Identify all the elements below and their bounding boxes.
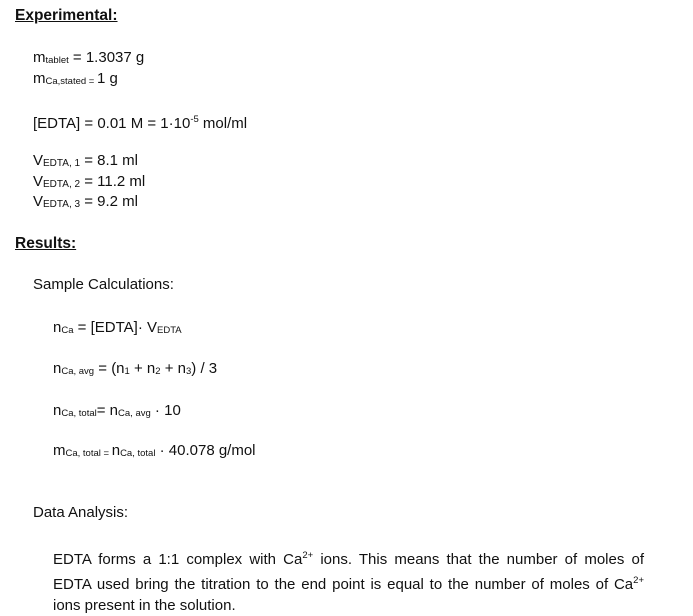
edta-concentration-line — [33, 111, 247, 133]
data-analysis-title: Data Analysis: — [33, 504, 129, 521]
edta-concentration-unit: mol/ml — [198, 115, 248, 132]
v-edta-symbol: V — [33, 173, 44, 190]
m-ca-stated-subscript: Ca,stated = — [45, 76, 97, 87]
v-edta-2-line — [33, 173, 145, 194]
eq1-subscript-edta: EDTA — [157, 325, 182, 336]
v-edta-value: = 8.1 ml — [80, 152, 139, 169]
experimental-heading: Experimental: — [15, 7, 118, 24]
v-edta-1-line — [33, 152, 138, 173]
ca-charge-superscript: 2+ — [633, 575, 644, 586]
m-ca-stated-line — [33, 70, 118, 91]
eq4-body: n — [111, 442, 121, 459]
eq2-sub-1: 1 — [124, 366, 130, 377]
paragraph-line: EDTA forms a 1:1 complex with $Ca^{2+}$ ions. This means that the number of moles of — [53, 550, 644, 568]
eq3-subscript: Ca, total — [61, 408, 97, 419]
eq2-plus-2: + n — [160, 360, 186, 377]
results-heading: Results: — [15, 235, 77, 252]
v-edta-symbol: V — [33, 193, 44, 210]
ca-charge-superscript: 2+ — [302, 550, 314, 561]
eq3-end: · 10 — [150, 402, 181, 419]
m-ca-stated-value: 1 g — [97, 70, 118, 87]
edta-concentration-value: = 0.01 M = 1·10 — [80, 115, 191, 132]
paragraph-line: ions present in the solution. — [53, 597, 236, 614]
v-edta-subscript: EDTA, 2 — [43, 179, 81, 190]
eq3-symbol: n — [53, 402, 62, 419]
v-edta-subscript: EDTA, 3 — [43, 199, 81, 210]
m-tablet-value: = 1.3037 g — [68, 49, 145, 66]
sample-calculations-title: Sample Calculations: — [33, 276, 174, 293]
eq4-end: · 40.078 g/mol — [155, 442, 256, 459]
v-edta-value: = 9.2 ml — [80, 193, 139, 210]
m-tablet-line — [33, 49, 144, 70]
m-tablet-symbol: m — [33, 49, 46, 66]
equation-n-ca-avg — [53, 360, 217, 381]
eq2-plus-1: + n — [129, 360, 156, 377]
edta-concentration-exponent: -5 — [190, 114, 199, 125]
m-tablet-subscript: tablet — [45, 55, 69, 66]
eq3-body: = n — [96, 402, 119, 419]
eq4-symbol: m — [53, 442, 66, 459]
eq2-sub-3: 3 — [186, 366, 192, 377]
eq2-sub-2: 2 — [155, 366, 161, 377]
eq3-subscript-avg: Ca, avg — [118, 408, 151, 419]
eq4-subscript-total: Ca, total — [120, 448, 156, 459]
v-edta-3-line — [33, 193, 138, 214]
equation-n-ca-total — [53, 402, 181, 423]
eq2-end: ) / 3 — [191, 360, 218, 377]
eq4-subscript: Ca, total = — [65, 448, 112, 459]
m-ca-stated-symbol: m — [33, 70, 46, 87]
eq2-symbol: n — [53, 360, 62, 377]
v-edta-subscript: EDTA, 1 — [43, 158, 81, 169]
v-edta-value: = 11.2 ml — [80, 173, 146, 190]
equation-m-ca-total — [53, 442, 256, 463]
eq1-symbol: n — [53, 319, 62, 336]
eq2-body: = (n — [94, 360, 125, 377]
eq1-subscript: Ca — [61, 325, 74, 336]
eq1-body: = [EDTA]· V — [73, 319, 157, 336]
edta-concentration-lhs: [EDTA] — [33, 115, 81, 132]
paragraph-line: EDTA used bring the titration to the end point is equal to the number of moles of $Ca^{2+}$ — [53, 575, 644, 593]
equation-n-ca — [53, 319, 182, 340]
eq2-subscript: Ca, avg — [61, 366, 95, 377]
data-analysis-paragraph — [53, 545, 644, 616]
v-edta-symbol: V — [33, 152, 44, 169]
